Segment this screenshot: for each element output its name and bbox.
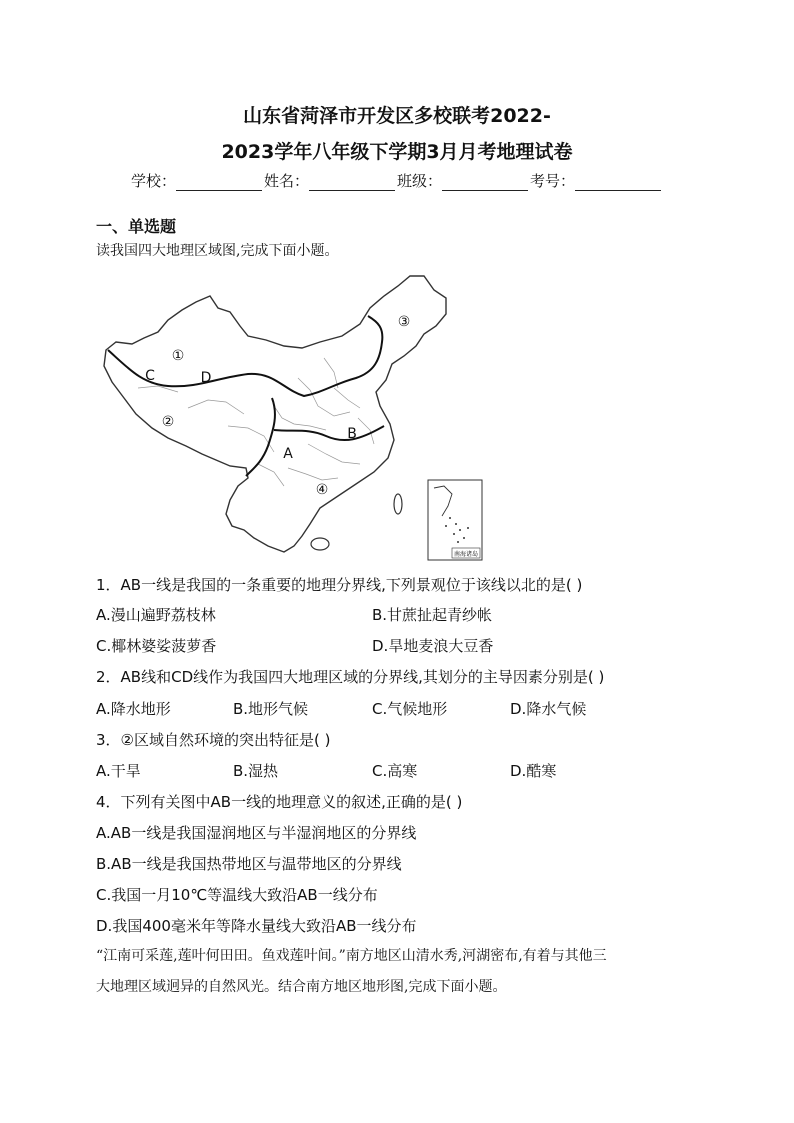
- point-c-label: C: [145, 368, 155, 384]
- q2-option-c[interactable]: C.气候地形: [372, 700, 448, 718]
- passage-line-1: “江南可采莲,莲叶何田田。鱼戏莲叶间。”南方地区山清水秀,河湖密布,有着与其他三: [96, 948, 607, 964]
- region-2-label: ②: [161, 414, 175, 430]
- q1-option-c[interactable]: C.椰林婆娑菠萝香: [96, 637, 217, 655]
- exam-number-field: [530, 170, 663, 191]
- question-1-stem: 1．AB一线是我国的一条重要的地理分界线,下列景观位于该线以北的是( ): [96, 576, 583, 594]
- q4-option-d[interactable]: D.我国400毫米年等降水量线大致沿AB一线分布: [96, 917, 417, 935]
- region-4-label: ④: [315, 482, 329, 498]
- exam-title-line2: 2023学年八年级下学期3月月考地理试卷: [221, 141, 573, 163]
- qinghai-tibet-boundary-line: [246, 398, 275, 476]
- exam-number-label: 考号：: [530, 172, 576, 190]
- class-blank[interactable]: [442, 174, 528, 191]
- point-b-label: B: [347, 426, 357, 442]
- q2-option-b[interactable]: B.地形气候: [233, 700, 309, 718]
- name-blank[interactable]: [309, 174, 395, 191]
- question-4-stem: 4．下列有关图中AB一线的地理意义的叙述,正确的是( ): [96, 793, 463, 811]
- inset-label: 南海诸岛: [453, 551, 479, 558]
- hainan-island: [311, 538, 329, 550]
- question-3-stem: 3．②区域自然环境的突出特征是( ): [96, 731, 331, 749]
- q3-option-a[interactable]: A.干旱: [96, 762, 141, 780]
- cd-boundary-line: [108, 316, 382, 396]
- q3-option-d[interactable]: D.酷寒: [510, 762, 557, 780]
- q2-option-a[interactable]: A.降水地形: [96, 700, 171, 718]
- class-label: 班级：: [397, 172, 443, 190]
- exam-title-line1: 山东省菏泽市开发区多校联考2022-: [243, 105, 551, 127]
- region-1-label: ①: [171, 348, 185, 364]
- ab-boundary-line: [274, 426, 384, 440]
- q3-option-b[interactable]: B.湿热: [233, 762, 279, 780]
- taiwan-island: [394, 494, 402, 514]
- point-d-label: D: [200, 370, 212, 386]
- name-field: [264, 170, 397, 191]
- q2-option-d[interactable]: D.降水气候: [510, 700, 587, 718]
- intro-text-1: 读我国四大地理区域图,完成下面小题。: [96, 243, 339, 259]
- q3-option-c[interactable]: C.高寒: [372, 762, 418, 780]
- student-info-row: [0, 170, 794, 191]
- q4-option-a[interactable]: A.AB一线是我国湿润地区与半湿润地区的分界线: [96, 824, 417, 842]
- point-a-label: A: [283, 446, 293, 462]
- region-3-label: ③: [397, 314, 411, 330]
- class-field: [397, 170, 530, 191]
- q4-option-b[interactable]: B.AB一线是我国热带地区与温带地区的分界线: [96, 855, 402, 873]
- section-heading: 一、单选题: [96, 217, 177, 236]
- q1-option-a[interactable]: A.漫山遍野荔枝林: [96, 606, 216, 624]
- school-field: [131, 170, 264, 191]
- name-label: 姓名：: [263, 172, 309, 190]
- china-regions-map: [98, 268, 490, 563]
- q1-option-b[interactable]: B.甘蔗扯起青纱帐: [372, 606, 493, 624]
- passage-line-2: 大地理区域迥异的自然风光。结合南方地区地形图,完成下面小题。: [96, 979, 507, 995]
- q4-option-c[interactable]: C.我国一月10℃等温线大致沿AB一线分布: [96, 886, 378, 904]
- south-china-sea-inset: [428, 480, 482, 560]
- question-2-stem: 2．AB线和CD线作为我国四大地理区域的分界线,其划分的主导因素分别是( ): [96, 668, 605, 686]
- exam-number-blank[interactable]: [575, 174, 661, 191]
- school-blank[interactable]: [176, 174, 262, 191]
- q1-option-d[interactable]: D.旱地麦浪大豆香: [372, 637, 494, 655]
- school-label: 学校：: [130, 172, 176, 190]
